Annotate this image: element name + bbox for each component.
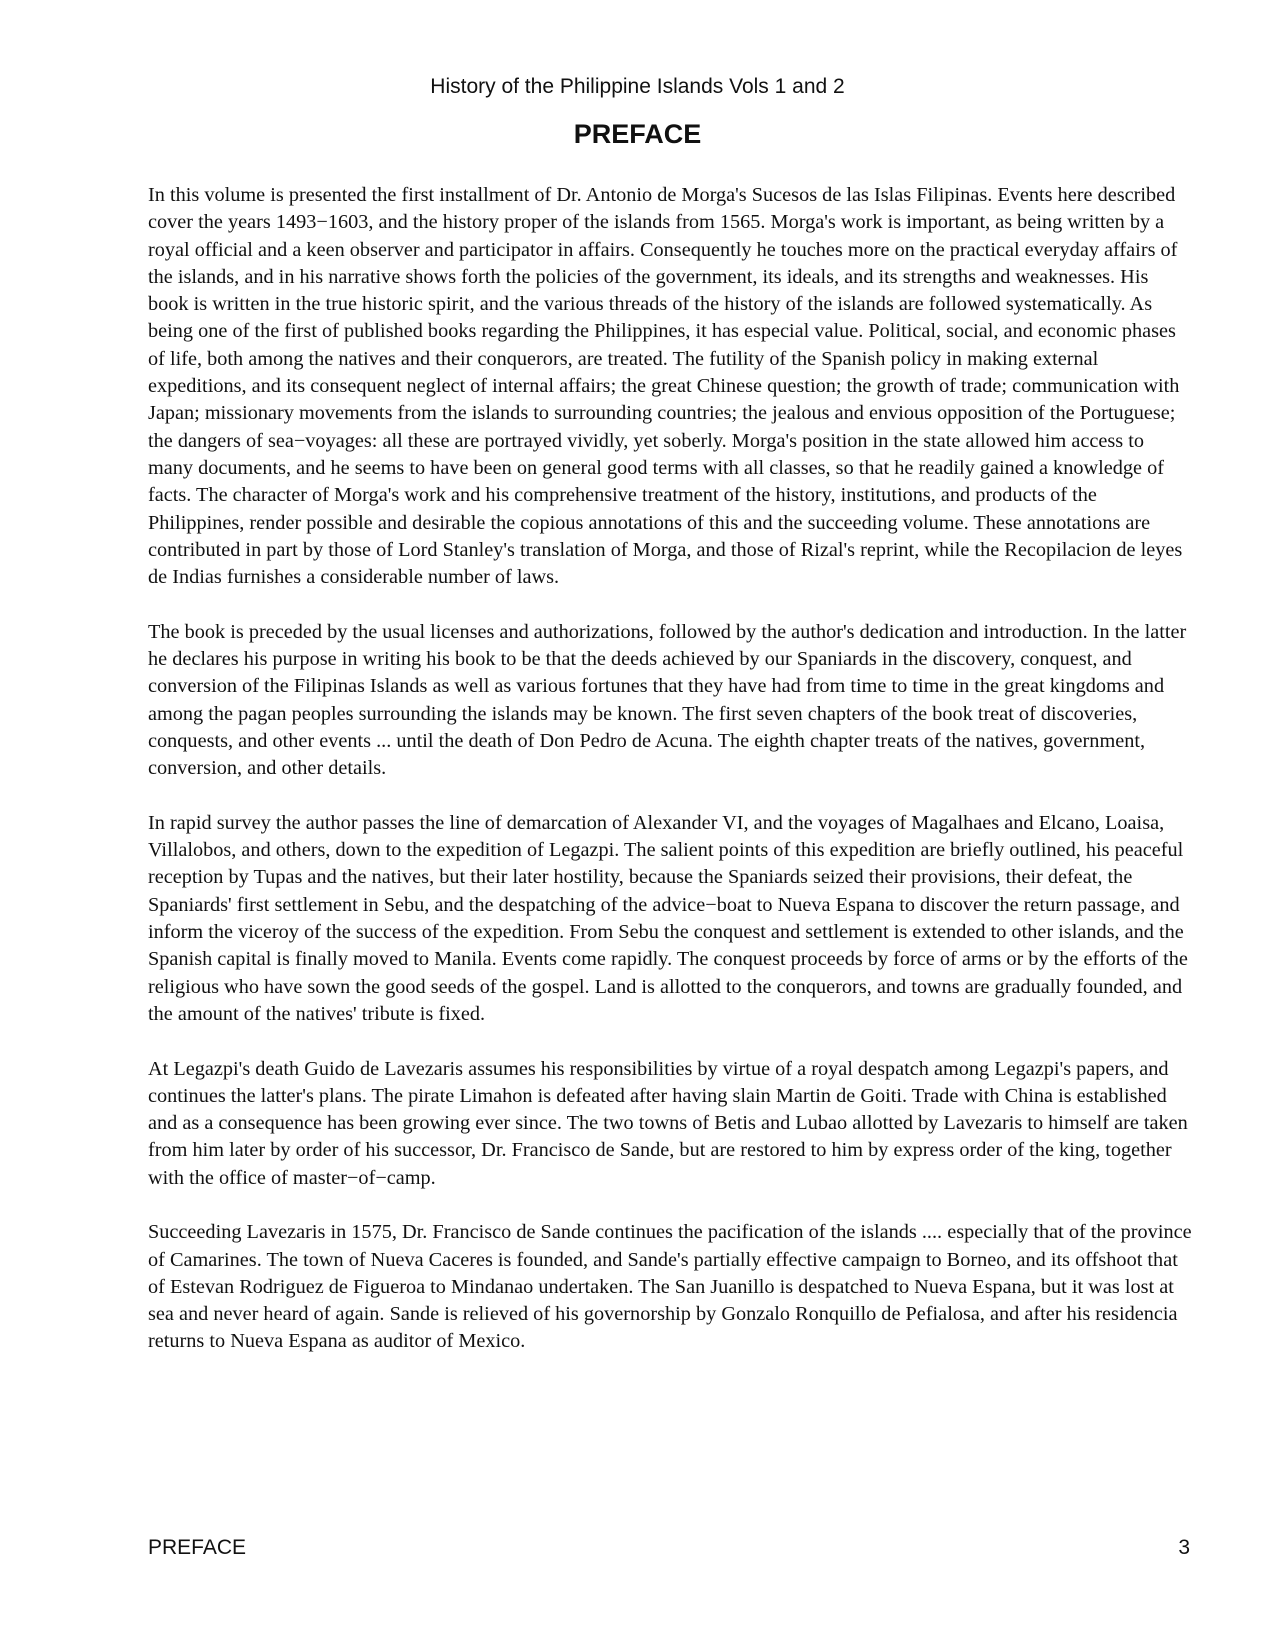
paragraph-2: The book is preceded by the usual licenses and authorizations, followed by the author's dedication and introduction. In the latter he declares his purpose in writing his book to be that the deeds achieved by our Spaniards in the discovery, conquest, and conversion of the Filipinas Islands as well as various fortunes that they have had from time to time in the great kingdoms and among the pagan peoples surrounding the islands may be known. The first seven chapters of the book treat of discoveries, conquests, and other events ... until the death of Don Pedro de Acuna. The eighth chapter treats of the natives, government, conversion, and other details. bbox=[148, 620, 1187, 780]
page-title: PREFACE bbox=[573, 119, 702, 149]
running-header: History of the Philippine Islands Vols 1 and 2 bbox=[430, 75, 845, 98]
footer-section-label: PREFACE bbox=[148, 1536, 247, 1559]
body-text bbox=[148, 182, 1193, 1383]
paragraph-1: In this volume is presented the first installment of Dr. Antonio de Morga's Sucesos de las Islas Filipinas. Events here described cover the years 1493−1603, and the history proper of the islands from 1565. Morga's work is important, as being written by a royal official and a keen observer and participator in affairs. Consequently he touches more on the practical everyday affairs of the islands, and in his narrative shows forth the policies of the government, its ideals, and its strengths and weaknesses. His book is written in the true historic spirit, and the various threads of the history of the islands are followed systematically. As being one of the first of published books regarding the Philippines, it has especial value. Political, social, and economic phases of life, both among the natives and their conquerors, are treated. The futility of the Spanish policy in making external expeditions, and its consequent neglect of internal affairs; the great Chinese question; the growth of trade; communication with Japan; missionary movements from the islands to surrounding countries; the jealous and envious opposition of the Portuguese; the dangers of sea−voyages: all these are portrayed vividly, yet soberly. Morga's position in the state allowed him access to many documents, and he seems to have been on general good terms with all classes, so that he readily gained a knowledge of facts. The character of Morga's work and his comprehensive treatment of the history, institutions, and products of the Philippines, render possible and desirable the copious annotations of this and the succeeding volume. These annotations are contributed in part by those of Lord Stanley's translation of Morga, and those of Rizal's reprint, while the Recopilacion de leyes de Indias furnishes a considerable number of laws. bbox=[148, 184, 1183, 589]
paragraph-4: At Legazpi's death Guido de Lavezaris assumes his responsibilities by virtue of a royal despatch among Legazpi's papers, and continues the latter's plans. The pirate Limahon is defeated after having slain Martin de Goiti. Trade with China is established and as a consequence has been growing ever since. The two towns of Betis and Lubao allotted by Lavezaris to himself are taken from him later by order of his successor, Dr. Francisco de Sande, but are restored to him by express order of the king, together with the office of master−of−camp. bbox=[148, 1057, 1188, 1189]
paragraph-5: Succeeding Lavezaris in 1575, Dr. Francisco de Sande continues the pacification of the islands .... especially that of the province of Camarines. The town of Nueva Caceres is founded, and Sande's partially effective campaign to Borneo, and its offshoot that of Estevan Rodriguez de Figueroa to Mindanao undertaken. The San Juanillo is despatched to Nueva Espana, but it was lost at sea and never heard of again. Sande is relieved of his governorship by Gonzalo Ronquillo de Pefialosa, and after his residencia returns to Nueva Espana as auditor of Mexico. bbox=[148, 1221, 1192, 1353]
page-number: 3 bbox=[1178, 1536, 1190, 1559]
paragraph-3: In rapid survey the author passes the line of demarcation of Alexander VI, and the voyages of Magalhaes and Elcano, Loaisa, Villalobos, and others, down to the expedition of Legazpi. The salient points of this expedition are briefly outlined, his peaceful reception by Tupas and the natives, but their later hostility, because the Spaniards seized their provisions, their defeat, the Spaniards' first settlement in Sebu, and the despatching of the advice−boat to Nueva Espana to discover the return passage, and inform the viceroy of the success of the expedition. From Sebu the conquest and settlement is extended to other islands, and the Spanish capital is finally moved to Manila. Events come rapidly. The conquest proceeds by force of arms or by the efforts of the religious who have sown the good seeds of the gospel. Land is allotted to the conquerors, and towns are gradually founded, and the amount of the natives' tribute is fixed. bbox=[148, 811, 1188, 1025]
